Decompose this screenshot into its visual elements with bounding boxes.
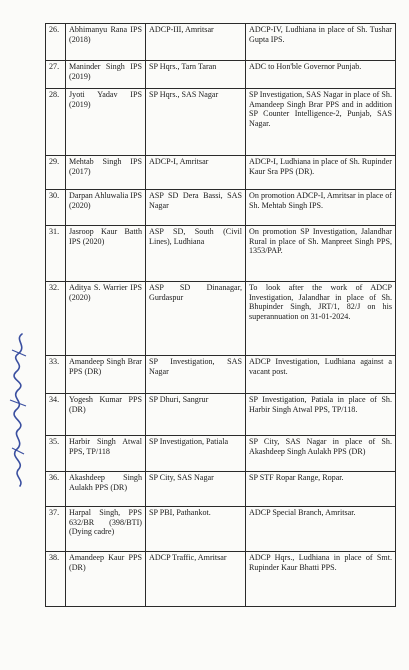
serial-number: 35. [46, 436, 66, 472]
table-row [46, 436, 396, 472]
officer-name: Yogesh Kumar PPS (DR) [66, 394, 146, 436]
present-posting: SP Hqrs., SAS Nagar [146, 89, 246, 156]
present-posting: SP Investigation, Patiala [146, 436, 246, 472]
officer-name: Maninder Singh IPS (2019) [66, 61, 146, 89]
serial-number: 36. [46, 472, 66, 507]
officer-name: Abhimanyu Rana IPS (2018) [66, 24, 146, 61]
new-posting: ADCP-IV, Ludhiana in place of Sh. Tushar Gupta IPS. [246, 24, 396, 61]
new-posting: SP City, SAS Nagar in place of Sh. Akashdeep Singh Aulakh PPS (DR) [246, 436, 396, 472]
present-posting: ADCP-I, Amritsar [146, 156, 246, 190]
serial-number: 26. [46, 24, 66, 61]
table-row [46, 552, 396, 607]
present-posting: SP Hqrs., Tarn Taran [146, 61, 246, 89]
serial-number: 37. [46, 507, 66, 552]
serial-number: 34. [46, 394, 66, 436]
present-posting: ASP SD Dinanagar, Gurdaspur [146, 282, 246, 356]
table-row [46, 507, 396, 552]
present-posting: SP PBI, Pathankot. [146, 507, 246, 552]
present-posting: SP Investigation, SAS Nagar [146, 356, 246, 394]
new-posting: ADC to Hon'ble Governor Punjab. [246, 61, 396, 89]
table-row [46, 282, 396, 356]
handwritten-signature [4, 330, 34, 490]
serial-number: 32. [46, 282, 66, 356]
present-posting: ADCP-III, Amritsar [146, 24, 246, 61]
new-posting: SP STF Ropar Range, Ropar. [246, 472, 396, 507]
table-row [46, 226, 396, 282]
new-posting: To look after the work of ADCP Investigation, Jalandhar in place of Sh. Bhupinder Singh, JRT/1, 82/J on his superannuation on 31-01-2024. [246, 282, 396, 356]
new-posting: SP Investigation, SAS Nagar in place of Sh. Amandeep Singh Brar PPS and in addition SP Counter Intelligence-2, Punjab, SAS Nagar. [246, 89, 396, 156]
new-posting: ADCP Investigation, Ludhiana against a vacant post. [246, 356, 396, 394]
table-row [46, 190, 396, 226]
present-posting: ASP SD Dera Bassi, SAS Nagar [146, 190, 246, 226]
new-posting: On promotion SP Investigation, Jalandhar Rural in place of Sh. Manpreet Singh PPS, 1353/PAP. [246, 226, 396, 282]
table-row [46, 472, 396, 507]
table-row [46, 24, 396, 61]
officer-name: Amandeep Kaur PPS (DR) [66, 552, 146, 607]
serial-number: 31. [46, 226, 66, 282]
officer-name: Harbir Singh Atwal PPS, TP/118 [66, 436, 146, 472]
officer-name: Darpan Ahluwalia IPS (2020) [66, 190, 146, 226]
officer-name: Amandeep Singh Brar PPS (DR) [66, 356, 146, 394]
serial-number: 29. [46, 156, 66, 190]
serial-number: 33. [46, 356, 66, 394]
officer-name: Mehtab Singh IPS (2017) [66, 156, 146, 190]
new-posting: ADCP Hqrs., Ludhiana in place of Smt. Rupinder Kaur Bhatti PPS. [246, 552, 396, 607]
new-posting: ADCP-I, Ludhiana in place of Sh. Rupinder Kaur Sra PPS (DR). [246, 156, 396, 190]
serial-number: 30. [46, 190, 66, 226]
table-row [46, 89, 396, 156]
serial-number: 28. [46, 89, 66, 156]
officer-name: Aditya S. Warrier IPS (2020) [66, 282, 146, 356]
officer-name: Jyoti Yadav IPS (2019) [66, 89, 146, 156]
posting-table [45, 23, 396, 607]
table-row [46, 394, 396, 436]
present-posting: ASP SD, South (Civil Lines), Ludhiana [146, 226, 246, 282]
officer-name: Akashdeep Singh Aulakh PPS (DR) [66, 472, 146, 507]
present-posting: SP Dhuri, Sangrur [146, 394, 246, 436]
table-row [46, 156, 396, 190]
serial-number: 27. [46, 61, 66, 89]
table-row [46, 61, 396, 89]
new-posting: On promotion ADCP-I, Amritsar in place of Sh. Mehtab Singh IPS. [246, 190, 396, 226]
new-posting: SP Investigation, Patiala in place of Sh. Harbir Singh Atwal PPS, TP/118. [246, 394, 396, 436]
present-posting: ADCP Traffic, Amritsar [146, 552, 246, 607]
officer-name: Jasroop Kaur Batth IPS (2020) [66, 226, 146, 282]
new-posting: ADCP Special Branch, Amritsar. [246, 507, 396, 552]
table-row [46, 356, 396, 394]
officer-name: Harpal Singh, PPS 632/BR (398/BTI) (Dying cadre) [66, 507, 146, 552]
present-posting: SP City, SAS Nagar [146, 472, 246, 507]
serial-number: 38. [46, 552, 66, 607]
